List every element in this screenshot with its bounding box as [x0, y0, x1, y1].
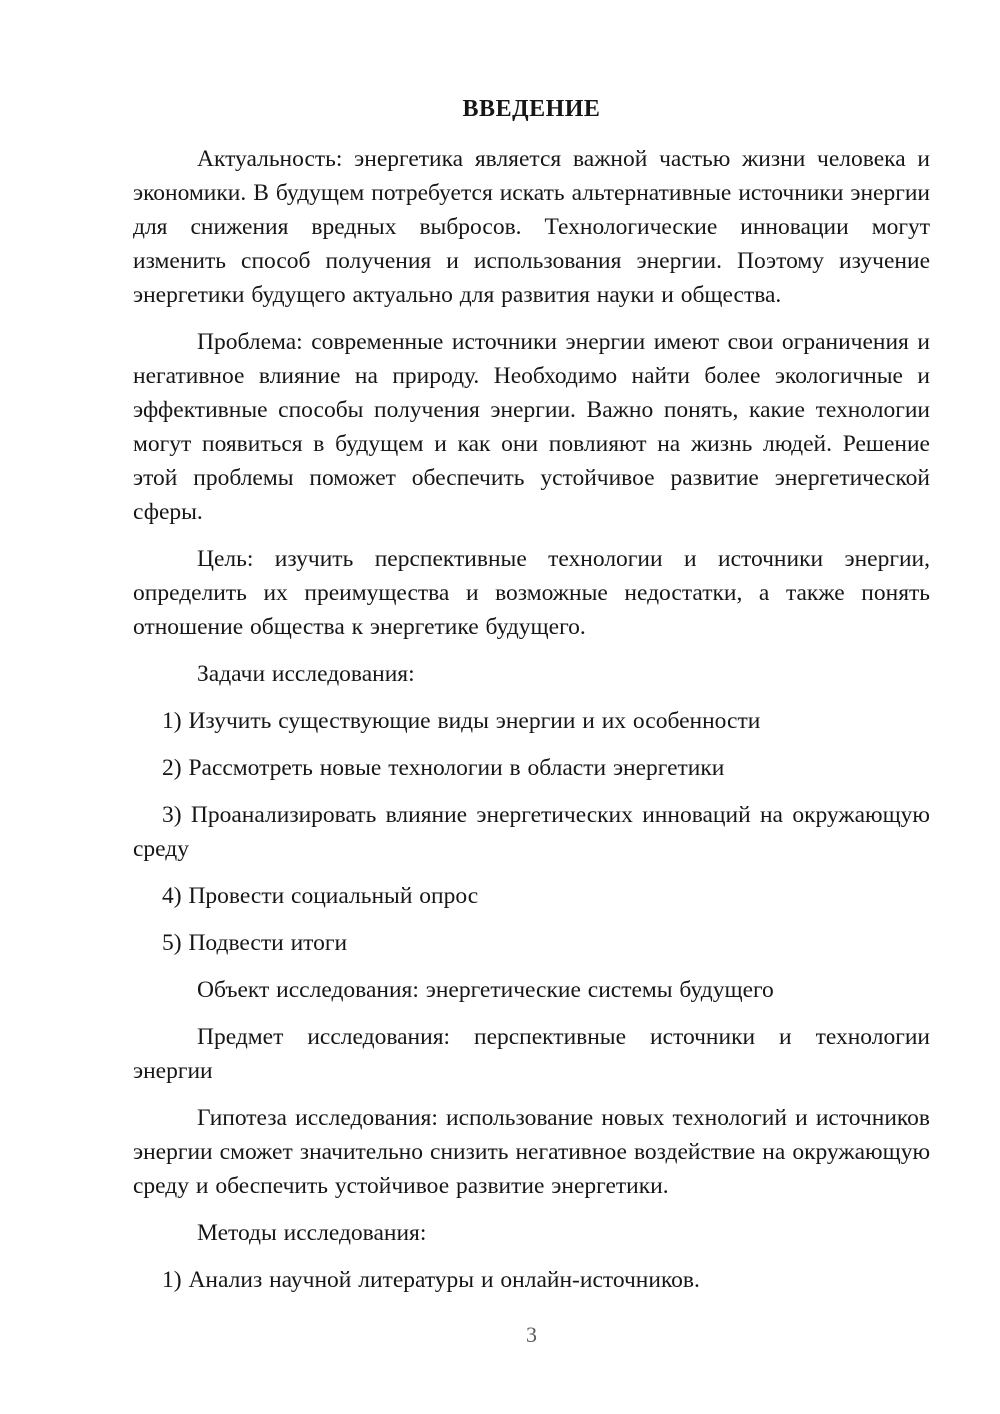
tasks-heading: Задачи исследования: [197, 661, 415, 687]
method-item-1: 1) Анализ научной литературы и онлайн-источников. [162, 1267, 700, 1293]
text-block [133, 92, 930, 1310]
page-title: ВВЕДЕНИЕ [462, 96, 601, 122]
paragraph-subject: Предмет исследования: перспективные источники и технологии энергии [133, 1024, 930, 1084]
paragraph-hypothesis: Гипотеза исследования: использование новых технологий и источников энергии сможет значительно снизить негативное воздействие на окружающую среду и обеспечить устойчивое развитие энергетики. [133, 1105, 930, 1199]
paragraph-object: Объект исследования: энергетические системы будущего [197, 977, 774, 1003]
task-item-5: 5) Подвести итоги [162, 930, 348, 956]
task-item-4: 4) Провести социальный опрос [162, 883, 479, 909]
methods-heading: Методы исследования: [197, 1220, 427, 1246]
task-item-1: 1) Изучить существующие виды энергии и их особенности [162, 708, 761, 734]
task-item-2: 2) Рассмотреть новые технологии в области энергетики [162, 755, 725, 781]
task-item-3: 3) Проанализировать влияние энергетических инноваций на окружающую среду [133, 802, 930, 862]
paragraph-relevance: Актуальность: энергетика является важной частью жизни человека и экономики. В будущем потребуется искать альтернативные источники энергии для снижения вредных выбросов. Технологические инновации могут изменить способ получения и использования энергии. Поэтому изучение энергетики будущего актуально для развития науки и общества. [133, 146, 930, 308]
page-number: 3 [526, 1322, 537, 1347]
paragraph-goal: Цель: изучить перспективные технологии и источники энергии, определить их преимущества и возможные недостатки, а также понять отношение общества к энергетике будущего. [133, 546, 930, 640]
paragraph-problem: Проблема: современные источники энергии имеют свои ограничения и негативное влияние на природу. Необходимо найти более экологичные и эффективные способы получения энергии. Важно понять, какие технологии могут появиться в будущем и как они повлияют на жизнь людей. Решение этой проблемы поможет обеспечить устойчивое развитие энергетической сферы. [133, 329, 930, 525]
